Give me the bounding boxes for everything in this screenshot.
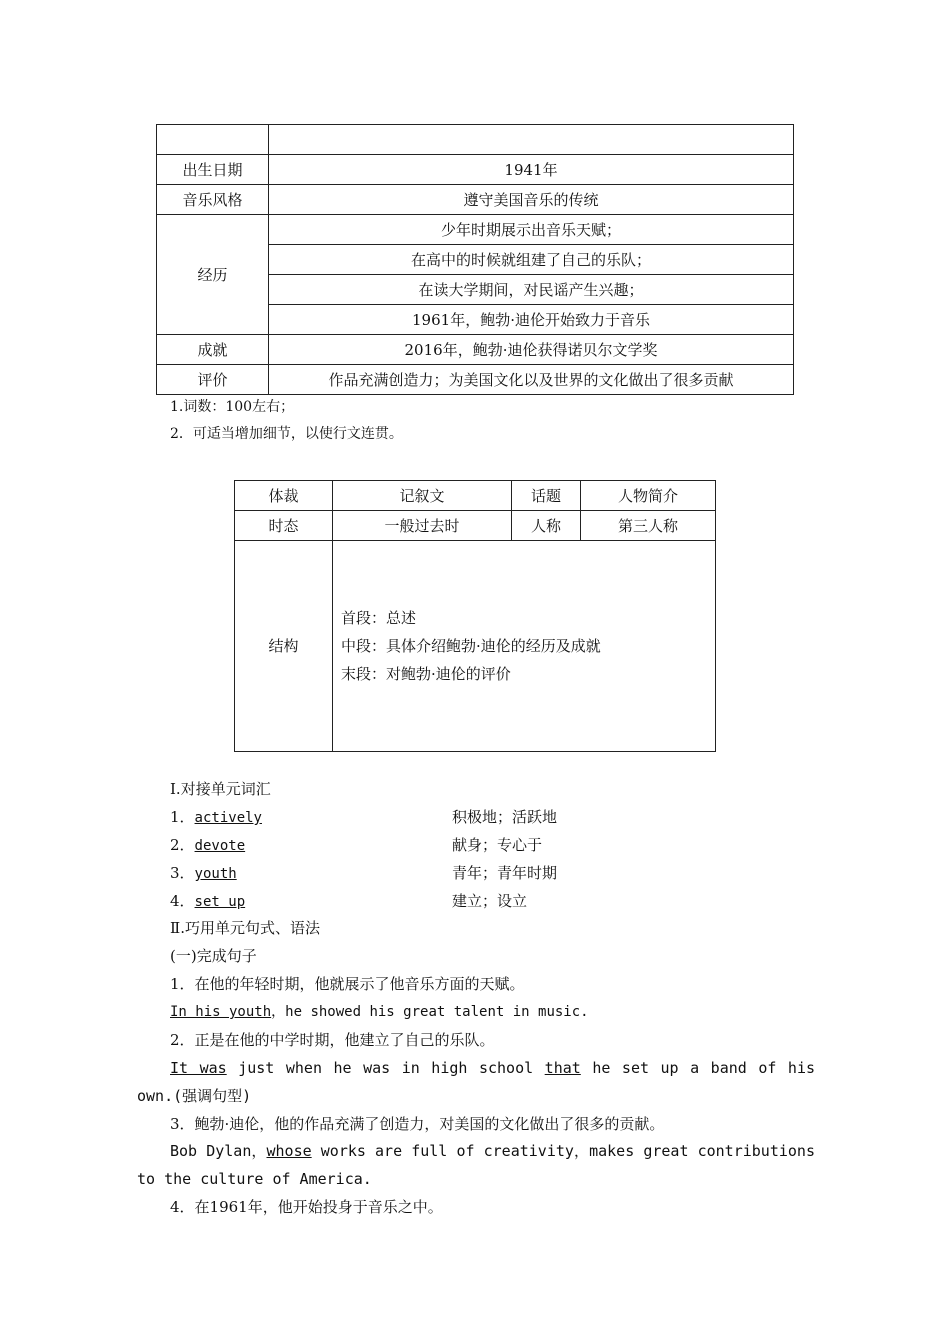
table-cell: 体裁 [235,481,333,511]
structure-line: 中段：具体介绍鲍勃·迪伦的经历及成就 [341,637,601,655]
answer-text: Bob Dylan， [170,1142,267,1160]
answer-text: ，he showed his great talent in music. [271,1004,589,1020]
vocab-meaning: 青年；青年时期 [452,864,558,882]
structure-cell [333,541,716,752]
table-cell [157,125,269,155]
vocab-word: devote [194,838,246,854]
vocab-word: youth [194,866,237,882]
structure-line: 首段：总述 [341,609,417,627]
requirement-line: 1.词数：100左右； [170,399,295,415]
sentence-answer [137,1137,815,1193]
table-row [157,125,794,155]
table-cell: 时态 [235,511,333,541]
answer-text: works are full of creativity，makes great contributions to the culture of America. [137,1142,815,1188]
sentence-prompt: 4．在1961年，他开始投身于音乐之中。 [170,1198,443,1216]
analysis-table [234,480,716,752]
table-cell: 人称 [512,511,581,541]
section-title: Ⅱ.巧用单元句式、语法 [170,919,320,937]
vocab-meaning: 积极地；活跃地 [452,808,558,826]
vocab-meaning: 建立；设立 [452,892,528,910]
answer-text: he set up a band of his own.(强调句型) [137,1059,816,1105]
vocab-item [170,803,262,832]
answer-blank: that [544,1059,581,1077]
answer-text: just when he was in high school [226,1059,545,1077]
answer-blank: In his youth [170,1004,272,1020]
table-cell: 1941年 [269,155,794,185]
table-cell: 少年时期展示出音乐天赋； [269,215,794,245]
table-cell: 评价 [157,365,269,395]
info-table [156,124,794,395]
answer-blank: It was [170,1059,227,1077]
requirement-line: 2．可适当增加细节，以使行文连贯。 [170,426,403,442]
vocab-item [170,859,237,888]
vocab-item [170,831,245,860]
sentence-prompt: 2．正是在他的中学时期，他建立了自己的乐队。 [170,1031,495,1049]
table-cell: 音乐风格 [157,185,269,215]
table-row [157,365,794,395]
table-cell: 一般过去时 [333,511,512,541]
table-cell: 出生日期 [157,155,269,185]
answer-blank: whose [266,1142,312,1160]
vocab-number: 2． [170,836,195,854]
table-cell: 记叙文 [333,481,512,511]
sentence-prompt: 3．鲍勃·迪伦，他的作品充满了创造力，对美国的文化做出了很多的贡献。 [170,1115,665,1133]
table-cell: 1961年，鲍勃·迪伦开始致力于音乐 [269,305,794,335]
subsection-title: (一)完成句子 [170,947,257,965]
table-row [157,335,794,365]
structure-line: 末段：对鲍勃·迪伦的评价 [341,665,511,683]
table-cell: 遵守美国音乐的传统 [269,185,794,215]
vocab-number: 4． [170,892,195,910]
table-cell: 在高中的时候就组建了自己的乐队； [269,245,794,275]
structure-label: 结构 [235,541,333,752]
vocab-word: actively [194,810,262,826]
vocab-meaning: 献身；专心于 [452,836,543,854]
section-title: Ⅰ.对接单元词汇 [170,780,271,798]
table-cell: 第三人称 [581,511,716,541]
sentence-answer [170,998,589,1026]
table-cell: 成就 [157,335,269,365]
table-row [157,155,794,185]
table-row [157,185,794,215]
table-row [157,215,794,245]
vocab-item [170,887,245,916]
vocab-word: set up [194,894,246,910]
vocab-number: 3． [170,864,195,882]
sentence-answer [137,1054,815,1110]
table-cell: 作品充满创造力；为美国文化以及世界的文化做出了很多贡献 [269,365,794,395]
table-cell: 人物简介 [581,481,716,511]
table-row [235,511,716,541]
table-cell: 2016年，鲍勃·迪伦获得诺贝尔文学奖 [269,335,794,365]
experience-label: 经历 [157,215,269,335]
table-cell: 话题 [512,481,581,511]
vocab-number: 1． [170,808,195,826]
table-cell [269,125,794,155]
sentence-prompt: 1．在他的年轻时期，他就展示了他音乐方面的天赋。 [170,975,525,993]
table-cell: 在读大学期间，对民谣产生兴趣； [269,275,794,305]
table-row [235,541,716,752]
table-row [235,481,716,511]
